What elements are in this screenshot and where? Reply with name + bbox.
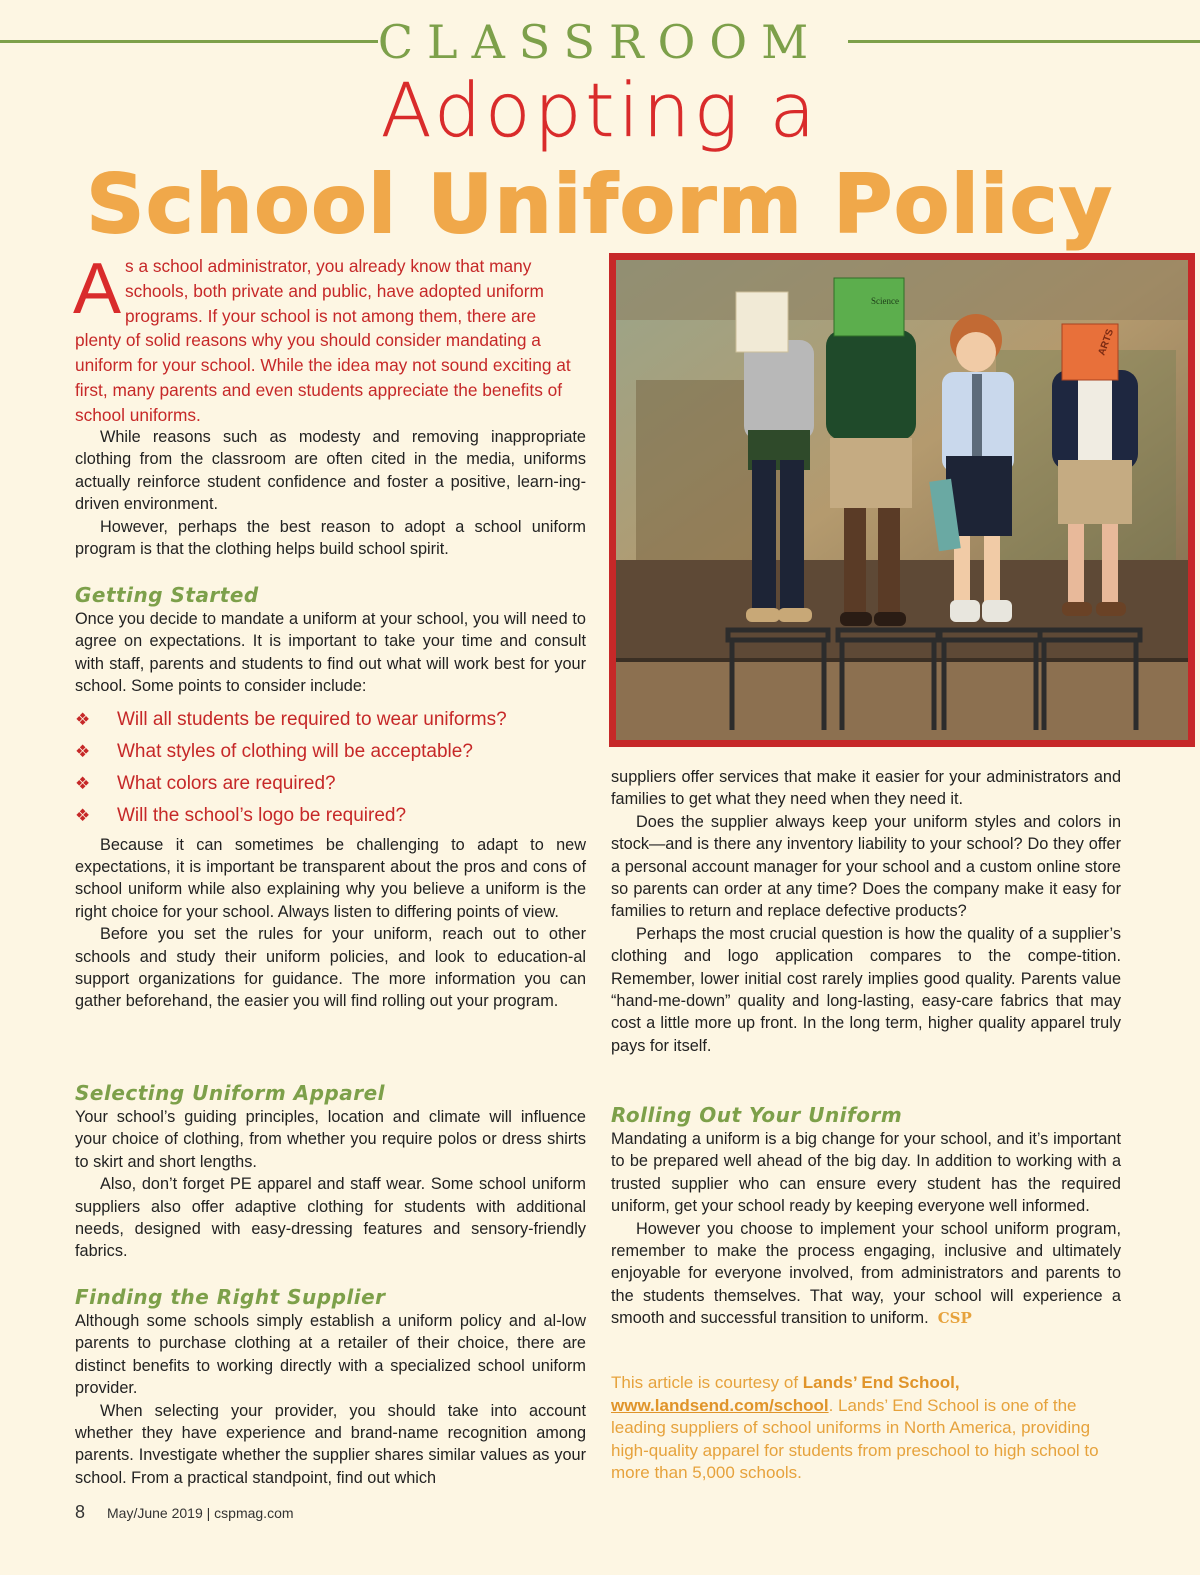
paragraph: Does the supplier always keep your uniform styles and colors in stock—and is there any inventory liability to your school? Do they offer a personal account manager for your school and a custom online store so parents can order at any time? Does the company make it easy for families to return and replace defective products? (611, 812, 1121, 921)
diamond-bullet-icon: ❖ (75, 773, 91, 793)
students-photo (609, 253, 1195, 747)
section-kicker: CLASSROOM (377, 15, 823, 69)
paragraph: However, perhaps the best reason to adopt a school uniform program is that the clothing helps build school spirit. (75, 517, 586, 559)
book-label: ARTS (1096, 327, 1117, 358)
paragraph: Mandating a uniform is a big change for your school, and it’s important to be prepared well ahead of the big day. In addition to working with a trusted supplier who can ensure every student has the required uniform, get your school ready by keeping everyone well informed. (611, 1130, 1121, 1216)
issue-info: May/June 2019 | cspmag.com (107, 1505, 294, 1521)
list-item: ❖ Will the school’s logo be required? (75, 800, 586, 832)
rolling-section (611, 1102, 1121, 1330)
students-with-books-image (616, 260, 1188, 740)
paragraph: While reasons such as modesty and removing inappropriate clothing from the classroom are often cited in the media, uniforms actually reinforce student confidence and foster a positive, learn-ing-driven environment. (75, 428, 586, 514)
right-column-top (611, 766, 1121, 1057)
page-footer (75, 1502, 294, 1523)
consideration-list (75, 704, 586, 832)
section-heading: Rolling Out Your Uniform (611, 1103, 903, 1127)
list-item: ❖ Will all students be required to wear uniforms? (75, 704, 586, 736)
list-item: ❖ What styles of clothing will be acceptable? (75, 736, 586, 768)
left-column-top (75, 426, 586, 560)
getting-started-section (75, 582, 586, 1013)
intro-paragraph (73, 249, 587, 428)
intro-text: s a school administrator, you already know that many schools, both private and public, have adopted uniform programs. If your school is not among them, there are plenty of solid reasons why you should consider mandating a uniform for your school. While the idea may not sound exciting at first, many parents and even students appreciate the benefits of school uniforms. (75, 256, 571, 425)
paragraph: When selecting your provider, you should take into account whether they have experience and brand-name recognition among parents. Investigate whether the supplier shares similar values as your school. From a practical standpoint, find out which (75, 1401, 586, 1487)
end-mark: CSP (937, 1309, 972, 1328)
section-heading: Finding the Right Supplier (75, 1285, 386, 1309)
paragraph: Your school’s guiding principles, location and climate will influence your choice of clothing, from whether you require polos or dress shirts to skirt and short lengths. (75, 1108, 586, 1171)
section-heading: Selecting Uniform Apparel (75, 1081, 386, 1105)
paragraph: suppliers offer services that make it easier for your administrators and families to get what they need when they need it. (611, 768, 1121, 809)
paragraph: Before you set the rules for your uniform, reach out to other schools and study their uniform policies, and look to education-al support organizations for guidance. The more information you can gather beforehand, the easier you will find rolling out your program. (75, 925, 586, 1011)
diamond-bullet-icon: ❖ (75, 805, 91, 825)
finding-section (75, 1284, 586, 1489)
paragraph: However you choose to implement your school uniform program, remember to make the process engaging, inclusive and ultimately enjoyable for everyone involved, from administrators and parents to the students themselves. That way, your school will experience a smooth and successful transition to uniform. CSP (611, 1219, 1121, 1328)
paragraph: Also, don’t forget PE apparel and staff wear. Some school uniform suppliers also offer adaptive clothing for students with additional needs, designed with easy-dressing features and sensory-friendly fabrics. (75, 1175, 586, 1261)
headline-line-2: School Uniform Policy (86, 158, 1114, 251)
article-credit: This article is courtesy of Lands’ End School, www.landsend.com/school. Lands’ End School is one of the leading suppliers of school uniforms in North America, providing high-quality apparel for students from preschool to high school to more than 5,000 schools. (611, 1373, 1099, 1482)
drop-cap: A (73, 249, 122, 329)
paragraph: Although some schools simply establish a uniform policy and al-low parents to purchase clothing at a retailer of their choice, there are distinct benefits to working directly with a specialized school uniform provider. (75, 1312, 586, 1398)
diamond-bullet-icon: ❖ (75, 741, 91, 761)
paragraph: Because it can sometimes be challenging to adapt to new expectations, it is important be transparent about the pros and cons of school uniform while also explaining why you believe a uniform is the right choice for your school. Always listen to differing points of view. (75, 835, 586, 921)
company-link[interactable]: www.landsend.com/school (611, 1395, 829, 1415)
diamond-bullet-icon: ❖ (75, 709, 91, 729)
paragraph: Once you decide to mandate a uniform at your school, you will need to agree on expectations. It is important to take your time and consult with staff, parents and students to find out what will work best for your school. Some points to consider include: (75, 610, 586, 696)
company-name: Lands’ End School, (802, 1373, 960, 1392)
list-item: ❖ What colors are required? (75, 768, 586, 800)
selecting-section (75, 1080, 586, 1263)
page-number: 8 (75, 1502, 86, 1522)
paragraph: Perhaps the most crucial question is how the quality of a supplier’s clothing and logo application compares to the compe-tition. Remember, lower initial cost rarely implies good quality. Parents value “hand-me-down” quality and long-lasting, easy-care fabrics that may cost a little more up front. In the long term, higher quality apparel truly pays for itself. (611, 924, 1121, 1055)
headline-line-1: Adopting a (380, 68, 820, 154)
section-heading: Getting Started (75, 583, 259, 607)
book-label: Science (871, 296, 899, 306)
